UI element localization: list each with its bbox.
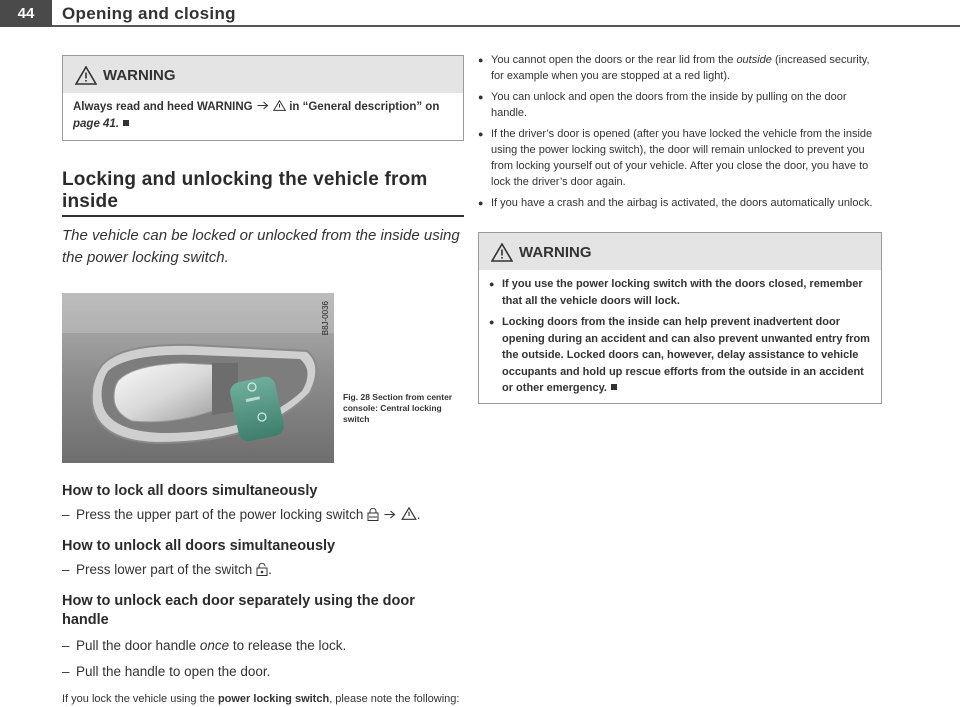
lock-all-step-text: Press the upper part of the power locking switch bbox=[76, 507, 364, 522]
door-switch-photo bbox=[62, 293, 334, 463]
arrow-right-icon bbox=[256, 100, 270, 111]
bullet-dot: ● bbox=[489, 317, 495, 327]
page-number-badge: 44 bbox=[0, 0, 52, 27]
bullet-1-emph: outside bbox=[736, 54, 772, 66]
section-rule bbox=[62, 215, 464, 217]
warning-box-right bbox=[478, 232, 882, 404]
bullet-dot: ● bbox=[489, 279, 495, 289]
note-paragraph bbox=[62, 692, 464, 707]
dash: – bbox=[62, 562, 70, 577]
dash: – bbox=[62, 638, 70, 653]
note-bold: power locking switch bbox=[217, 693, 330, 705]
warning-triangle-icon bbox=[273, 100, 286, 111]
unlock-all-step: – Press lower part of the switch . bbox=[62, 562, 272, 577]
warning-heading-text: WARNING bbox=[103, 67, 176, 84]
bullet-item bbox=[478, 195, 882, 211]
unlock-each-heading: How to unlock each door separately using the door handle bbox=[62, 593, 415, 628]
bullet-2-text: You can unlock and open the doors from the inside by pulling on the door handle. bbox=[491, 91, 847, 119]
bullet-item bbox=[478, 52, 882, 84]
warning-bullet bbox=[489, 276, 871, 309]
bullet-item bbox=[478, 126, 882, 190]
bullet-1-suffix: (increased security, for example when you are stopped at a red light). bbox=[491, 54, 870, 82]
warning-heading-text: WARNING bbox=[519, 244, 592, 261]
bullet-4-text: If you have a crash and the airbag is activated, the doors automatically unlock. bbox=[491, 197, 873, 209]
warning-body bbox=[479, 270, 881, 403]
note-suffix: , please note the following: bbox=[329, 693, 460, 705]
unlock-all-heading: How to unlock all doors simultaneously bbox=[62, 538, 336, 554]
lock-icon bbox=[367, 508, 379, 521]
lock-all-block bbox=[62, 482, 464, 524]
left-column bbox=[62, 55, 464, 707]
warning-triangle-icon bbox=[401, 507, 417, 520]
figure-caption: Fig. 28 Section from center console: Central locking switch bbox=[343, 392, 453, 424]
section-intro: The vehicle can be locked or unlocked from the inside using the power locking switch. bbox=[62, 227, 460, 266]
figure-code: B8J-0036 bbox=[321, 301, 330, 336]
lock-all-step: – Press the upper part of the power locking switch . bbox=[62, 507, 421, 522]
warning-bullet-2: Locking doors from the inside can help prevent inadvertent door opening during an accident and can also prevent unwanted entry from the outside. Locked doors can, however, delay assistance to vehicle occupants and hold up rescue efforts from the outside in an accident or other emergency. bbox=[502, 316, 870, 394]
page-title: Opening and closing bbox=[62, 4, 236, 23]
lock-all-heading: How to lock all doors simultaneously bbox=[62, 483, 318, 499]
unlock-all-step-text: Press lower part of the switch bbox=[76, 562, 253, 577]
bullet-1-prefix: You cannot open the doors or the rear lid from the bbox=[491, 54, 734, 66]
warning-body bbox=[63, 93, 463, 140]
unlock-each-step1-suffix: to release the lock. bbox=[232, 638, 347, 653]
header-rule bbox=[52, 25, 960, 27]
unlock-each-step-1 bbox=[62, 636, 464, 655]
warning-body-prefix: Always read and heed WARNING bbox=[73, 101, 253, 113]
warning-triangle-icon bbox=[491, 243, 513, 262]
bullet-item bbox=[478, 89, 882, 121]
warning-body-ref: in “General description” on bbox=[289, 101, 440, 113]
section-title: Locking and unlocking the vehicle from inside bbox=[62, 169, 428, 212]
warning-body-page[interactable]: page 41. bbox=[73, 118, 120, 130]
note-prefix: If you lock the vehicle using the bbox=[62, 693, 215, 705]
unlock-each-step1-emph: once bbox=[199, 638, 230, 653]
bullet-dot: ● bbox=[478, 129, 484, 139]
dash: – bbox=[62, 664, 70, 679]
bullet-dot: ● bbox=[478, 198, 484, 208]
figure-row bbox=[62, 293, 464, 463]
warning-box-top bbox=[62, 55, 464, 141]
unlock-each-step2-text: Pull the handle to open the door. bbox=[76, 664, 271, 679]
end-mark bbox=[611, 384, 617, 390]
unlock-all-block bbox=[62, 537, 464, 579]
warning-bullet-1: If you use the power locking switch with the doors closed, remember that all the vehicle doors will lock. bbox=[502, 278, 863, 307]
unlock-each-step-2 bbox=[62, 662, 464, 681]
unlock-each-step1-prefix: Pull the door handle bbox=[76, 638, 197, 653]
warning-triangle-icon bbox=[75, 66, 97, 85]
arrow-right-icon bbox=[383, 509, 397, 520]
bullet-dot: ● bbox=[478, 55, 484, 65]
door-handle-illustration bbox=[62, 293, 334, 463]
right-column bbox=[478, 52, 882, 404]
warning-heading bbox=[63, 56, 463, 93]
warning-bullet bbox=[489, 314, 871, 397]
warning-heading bbox=[479, 233, 881, 270]
end-mark bbox=[123, 120, 129, 126]
bullet-dot: ● bbox=[478, 92, 484, 102]
unlock-each-block bbox=[62, 592, 464, 681]
dash: – bbox=[62, 507, 70, 522]
unlock-icon bbox=[256, 563, 268, 576]
bullet-3-text: If the driver’s door is opened (after you have locked the vehicle from the inside using the power locking switch), the door will remain unlocked to prevent you from locking yourself out of your vehicle. After you close the door, you have to lock the driver’s door again. bbox=[491, 128, 873, 188]
